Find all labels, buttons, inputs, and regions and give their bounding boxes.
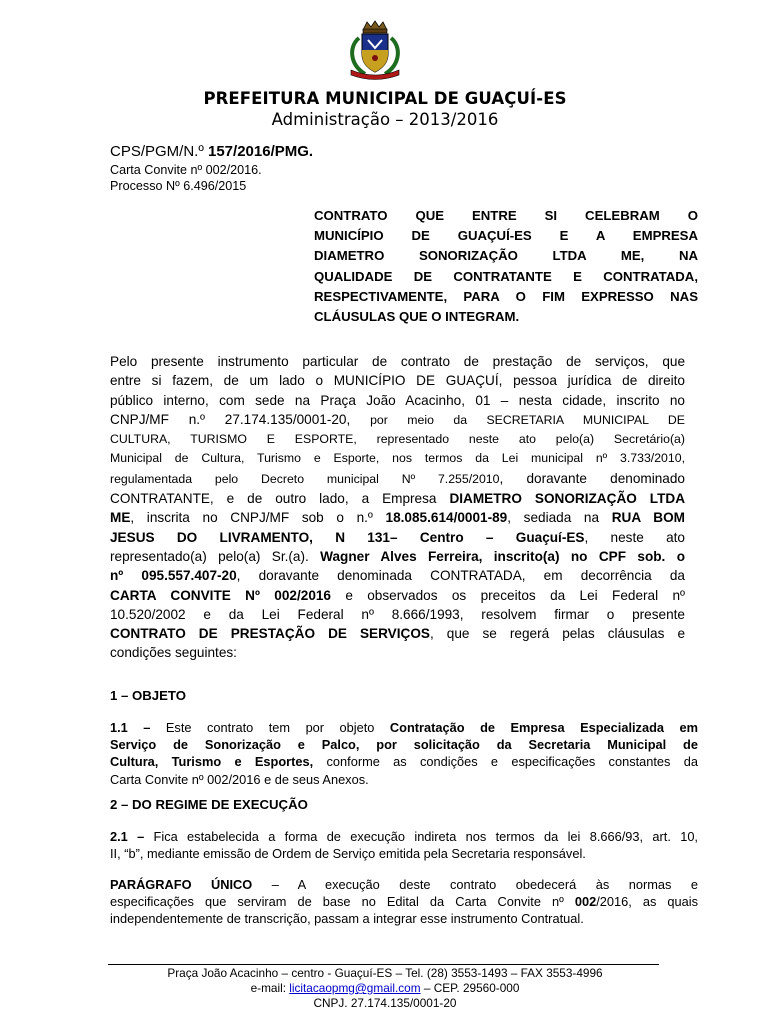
paragraph-unico: PARÁGRAFO ÚNICO – A execução deste contrato obedecerá às normas e especificações que serviram de base no Edital da Carta Convite nº 002/2016, as quais independentemente de transcrição, passam a integrar esse instrumento Contratual. — [110, 877, 698, 927]
email-link[interactable]: licitacaopmg@gmail.com — [289, 981, 421, 995]
contract-title-line: DIAMETRO SONORIZAÇÃO LTDA ME, NA — [314, 248, 698, 264]
intro-paragraph: Pelo presente instrumento particular de contrato de prestação de serviços, que entre si fazem, de um lado o MUNICÍPIO DE GUAÇUÍ, pessoa jurídica de direito público interno, com sede na Praça João Acacinho, 01 – nesta cidade, inscrito no CNPJ/MF n.º 27.174.135/0001-20, por meio da SECRETARIA MUNICIPAL DE CULTURA, TURISMO E ESPORTE, representado neste ato pelo(a) Secretário(a) Municipal de Cultura, Turismo e Esporte, nos termos da Lei municipal nº 3.733/2010, regulamentada pelo Decreto municipal Nº 7.255/2010, doravante denominado CONTRATANTE, e de outro lado, a Empresa DIAMETRO SONORIZAÇÃO LTDA ME, inscrita no CNPJ/MF sob o n.º 18.085.614/0001-89, sediada na RUA BOM JESUS DO LIVRAMENTO, N 131– Centro – Guaçuí-ES, neste ato representado(a) pelo(a) Sr.(a). Wagner Alves Ferreira, inscrito(a) no CPF sob. o nº 095.557.407-20, doravante denominada CONTRATADA, em decorrência da CARTA CONVITE Nº 002/2016 e observados os preceitos da Lei Federal nº 10.520/2002 e da Lei Federal nº 8.666/1993, resolvem firmar o presente CONTRATO DE PRESTAÇÃO DE SERVIÇOS, que se regerá pelas cláusulas e condições seguintes: — [110, 354, 686, 661]
coat-of-arms-icon — [343, 20, 407, 80]
clause-1-1: 1.1 – Este contrato tem por objeto Contratação de Empresa Especializada em Serviço de Sonorização e Palco, por solicitação da Secretaria Municipal de Cultura, Turismo e Esportes, conforme as condições e especificações constantes da Carta Convite nº 002/2016 e de seus Anexos. — [110, 720, 698, 787]
footer-divider — [108, 964, 659, 965]
footer-cnpj: CNPJ. 27.174.135/0001-20 — [313, 996, 457, 1010]
contract-title-line: RESPECTIVAMENTE, PARA O FIM EXPRESSO NAS — [314, 288, 698, 304]
process-reference: Processo Nº 6.496/2015 — [110, 179, 247, 193]
section-heading-objeto: 1 – OBJETO — [110, 688, 186, 703]
section-heading-regime: 2 – DO REGIME DE EXECUÇÃO — [110, 797, 308, 812]
contract-title-line: CONTRATO QUE ENTRE SI CELEBRAM O — [314, 208, 698, 223]
clause-2-1: 2.1 – Fica estabelecida a forma de execução indireta nos termos da lei 8.666/93, art. 10, II, “b”, mediante emissão de Ordem de Serviço emitida pela Secretaria responsável. — [110, 829, 698, 862]
contract-title-line: QUALIDADE DE CONTRATANTE E CONTRATADA, — [314, 268, 698, 284]
contract-title — [314, 206, 698, 327]
footer-contact: e-mail: licitacaopmg@gmail.com – CEP. 29560-000 — [250, 981, 520, 995]
contract-title-line: MUNICÍPIO DE GUAÇUÍ-ES E A EMPRESA — [314, 228, 698, 244]
document-code: CPS/PGM/N.º 157/2016/PMG. — [110, 143, 314, 160]
contract-title-line: CLÁUSULAS QUE O INTEGRAM. — [314, 309, 520, 325]
letter-reference: Carta Convite nº 002/2016. — [110, 163, 262, 177]
administration-subtitle: Administração – 2013/2016 — [271, 110, 499, 129]
footer-address: Praça João Acacinho – centro - Guaçuí-ES – Tel. (28) 3553-1493 – FAX 3553-4996 — [167, 966, 603, 980]
page-title: PREFEITURA MUNICIPAL DE GUAÇUÍ-ES — [203, 89, 567, 108]
